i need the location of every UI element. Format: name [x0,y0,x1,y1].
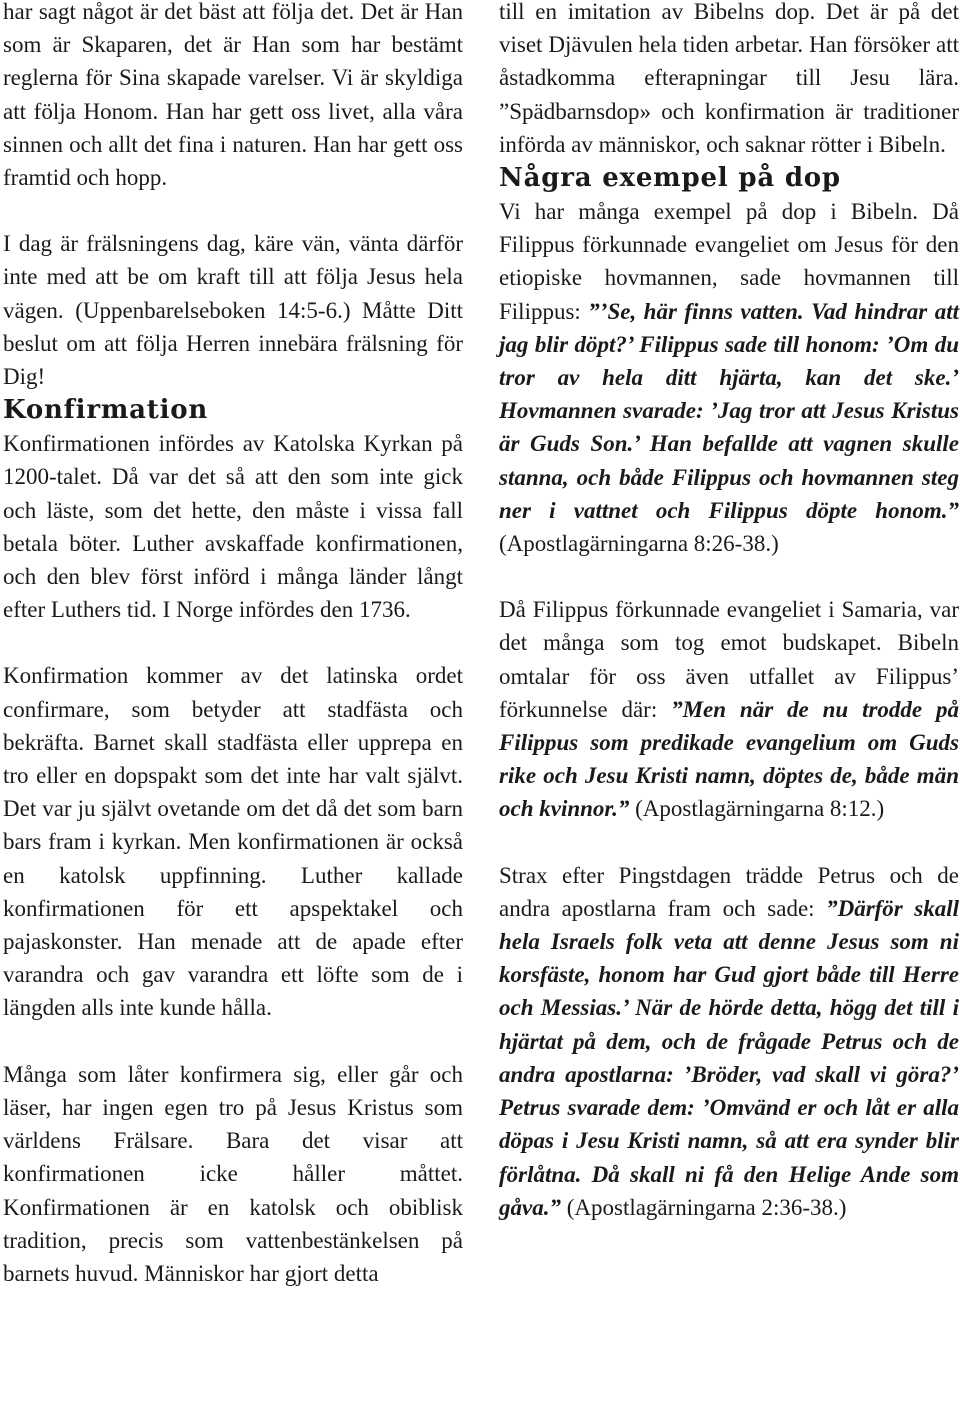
paragraph-text: Vi har många exempel på dop i Bibeln. Då Filippus förkunnade evangeliet om Jesus för den etiopiske hovmannen, sade hovmannen till Filippus: [499,199,959,324]
paragraph-intro-continuation: har sagt något är det bäst att följa det. Det är Han som är Skaparen, det är Han som har bestämt reglerna för Sina skapade varelser. Vi är skyldiga att följa Honom. Han har gett oss livet, alla våra sinnen och allt det fina i naturen. Han har gett oss framtid och hopp. [3,0,463,191]
bible-reference: (Apostlagärningarna 8:26-38.) [499,531,779,557]
paragraph-konfirmation-critique: Många som låter konfirmera sig, eller går och läser, har ingen egen tro på Jesus Kristus som världens Frälsare. Bara det visar att konfirmationen icke håller måttet. Konfirmationen är en katolsk och obiblisk tradition, precis som vattenbestänkelsen på barnets huvud. Människor har gjort detta [3,1061,463,1286]
paragraph-konfirmation-history: Konfirmationen infördes av Katolska Kyrkan på 1200-talet. Då var det så att den som inte gick och läste, som det hette, den måste i vissa fall betala böter. Luther avskaffade konfirmationen, och den blev först införd i många länder långt efter Luthers tid. I Norge infördes den 1736. [3,431,463,623]
bible-quote: ”’Se, här finns vatten. Vad hindrar att jag blir döpt?’ Filippus sade till honom: ’Om du tror av hela ditt hjärta, kan det ske.’ Hovmannen svarade: ’Jag tror att Jesus Kristus är Guds Son.’ Han befallde att vagnen skulle stanna, och både Filippus och hovmannen steg ner i vattnet och Filippus döpte honom.” [499,298,959,523]
heading-konfirmation: Konfirmation [3,395,209,426]
paragraph-pingstdagen [499,859,959,1224]
paragraph-salvation-day: I dag är frälsningens dag, käre vän, vänta därför inte med att be om kraft till att följa Jesus hela vägen. (Uppenbarelseboken 14:5-6.) Måtte Ditt beslut om att följa Herren innebära frälsning för Dig! [3,231,463,390]
bible-reference: (Apostlagärningarna 8:12.) [629,796,885,822]
paragraph-konfirmation-etymology: Konfirmation kommer av det latinska ordet confirmare, som betyder att stadfästa och bekräfta. Barnet skall stadfästa eller upprepa en tro eller en dopspakt som det inte har valt självt. Det var ju självt ovetande om det då det som barn bars fram i kyrkan. Men konfirmationen är också en katolsk uppfinning. Luther kallade konfirmationen för ett apspektakel och pajaskonster. Han menade att de apade efter varandra och gav varandra ett löfte som de i längden alls inte kunde hålla. [3,663,463,1021]
bible-reference: (Apostlagärningarna 2:36-38.) [560,1194,847,1220]
paragraph-text: Då Filippus förkunnade evangeliet i Samaria, var det många som tog emot budskapet. Bibeln omtalar för oss även utfallet av Filippus’ förkunnelse där: [499,597,959,722]
paragraph-text: Strax efter Pingstdagen trädde Petrus och de andra apostlarna fram och sade: [499,862,959,921]
left-column [3,0,463,1290]
paragraph-samaria [499,593,959,825]
paragraph-imitation: till en imitation av Bibelns dop. Det är på det viset Djävulen hela tiden arbetar. Han försöker att åstadkomma efterapningar till Jesu lära. ”Spädbarnsdop» och konfirmation är traditioner införda av människor, och saknar rötter i Bibeln. [499,0,959,157]
heading-exempel-pa-dop: Några exempel på dop [499,163,841,194]
right-column [499,0,959,1224]
bible-quote: ”Men när de nu trodde på Filippus som predikade evangelium om Guds rike och Jesu Kristi namn, döptes de, både män och kvinnor.” [499,696,959,822]
paragraph-etiopiske-hovmannen [499,195,959,560]
bible-quote: ”Därför skall hela Israels folk veta att denne Jesus som ni korsfäste, honom har Gud gjort både till Herre och Messias.’ När de hörde detta, högg det till i hjärtat på dem, och de frågade Petrus och de andra apostlarna: ’Bröder, vad skall vi göra?’ Petrus svarade dem: ’Omvänd er och låt er alla döpas i Jesu Kristi namn, så att era synder blir förlåtna. Då skall ni få den Helige Ande som gåva.” [499,895,959,1220]
